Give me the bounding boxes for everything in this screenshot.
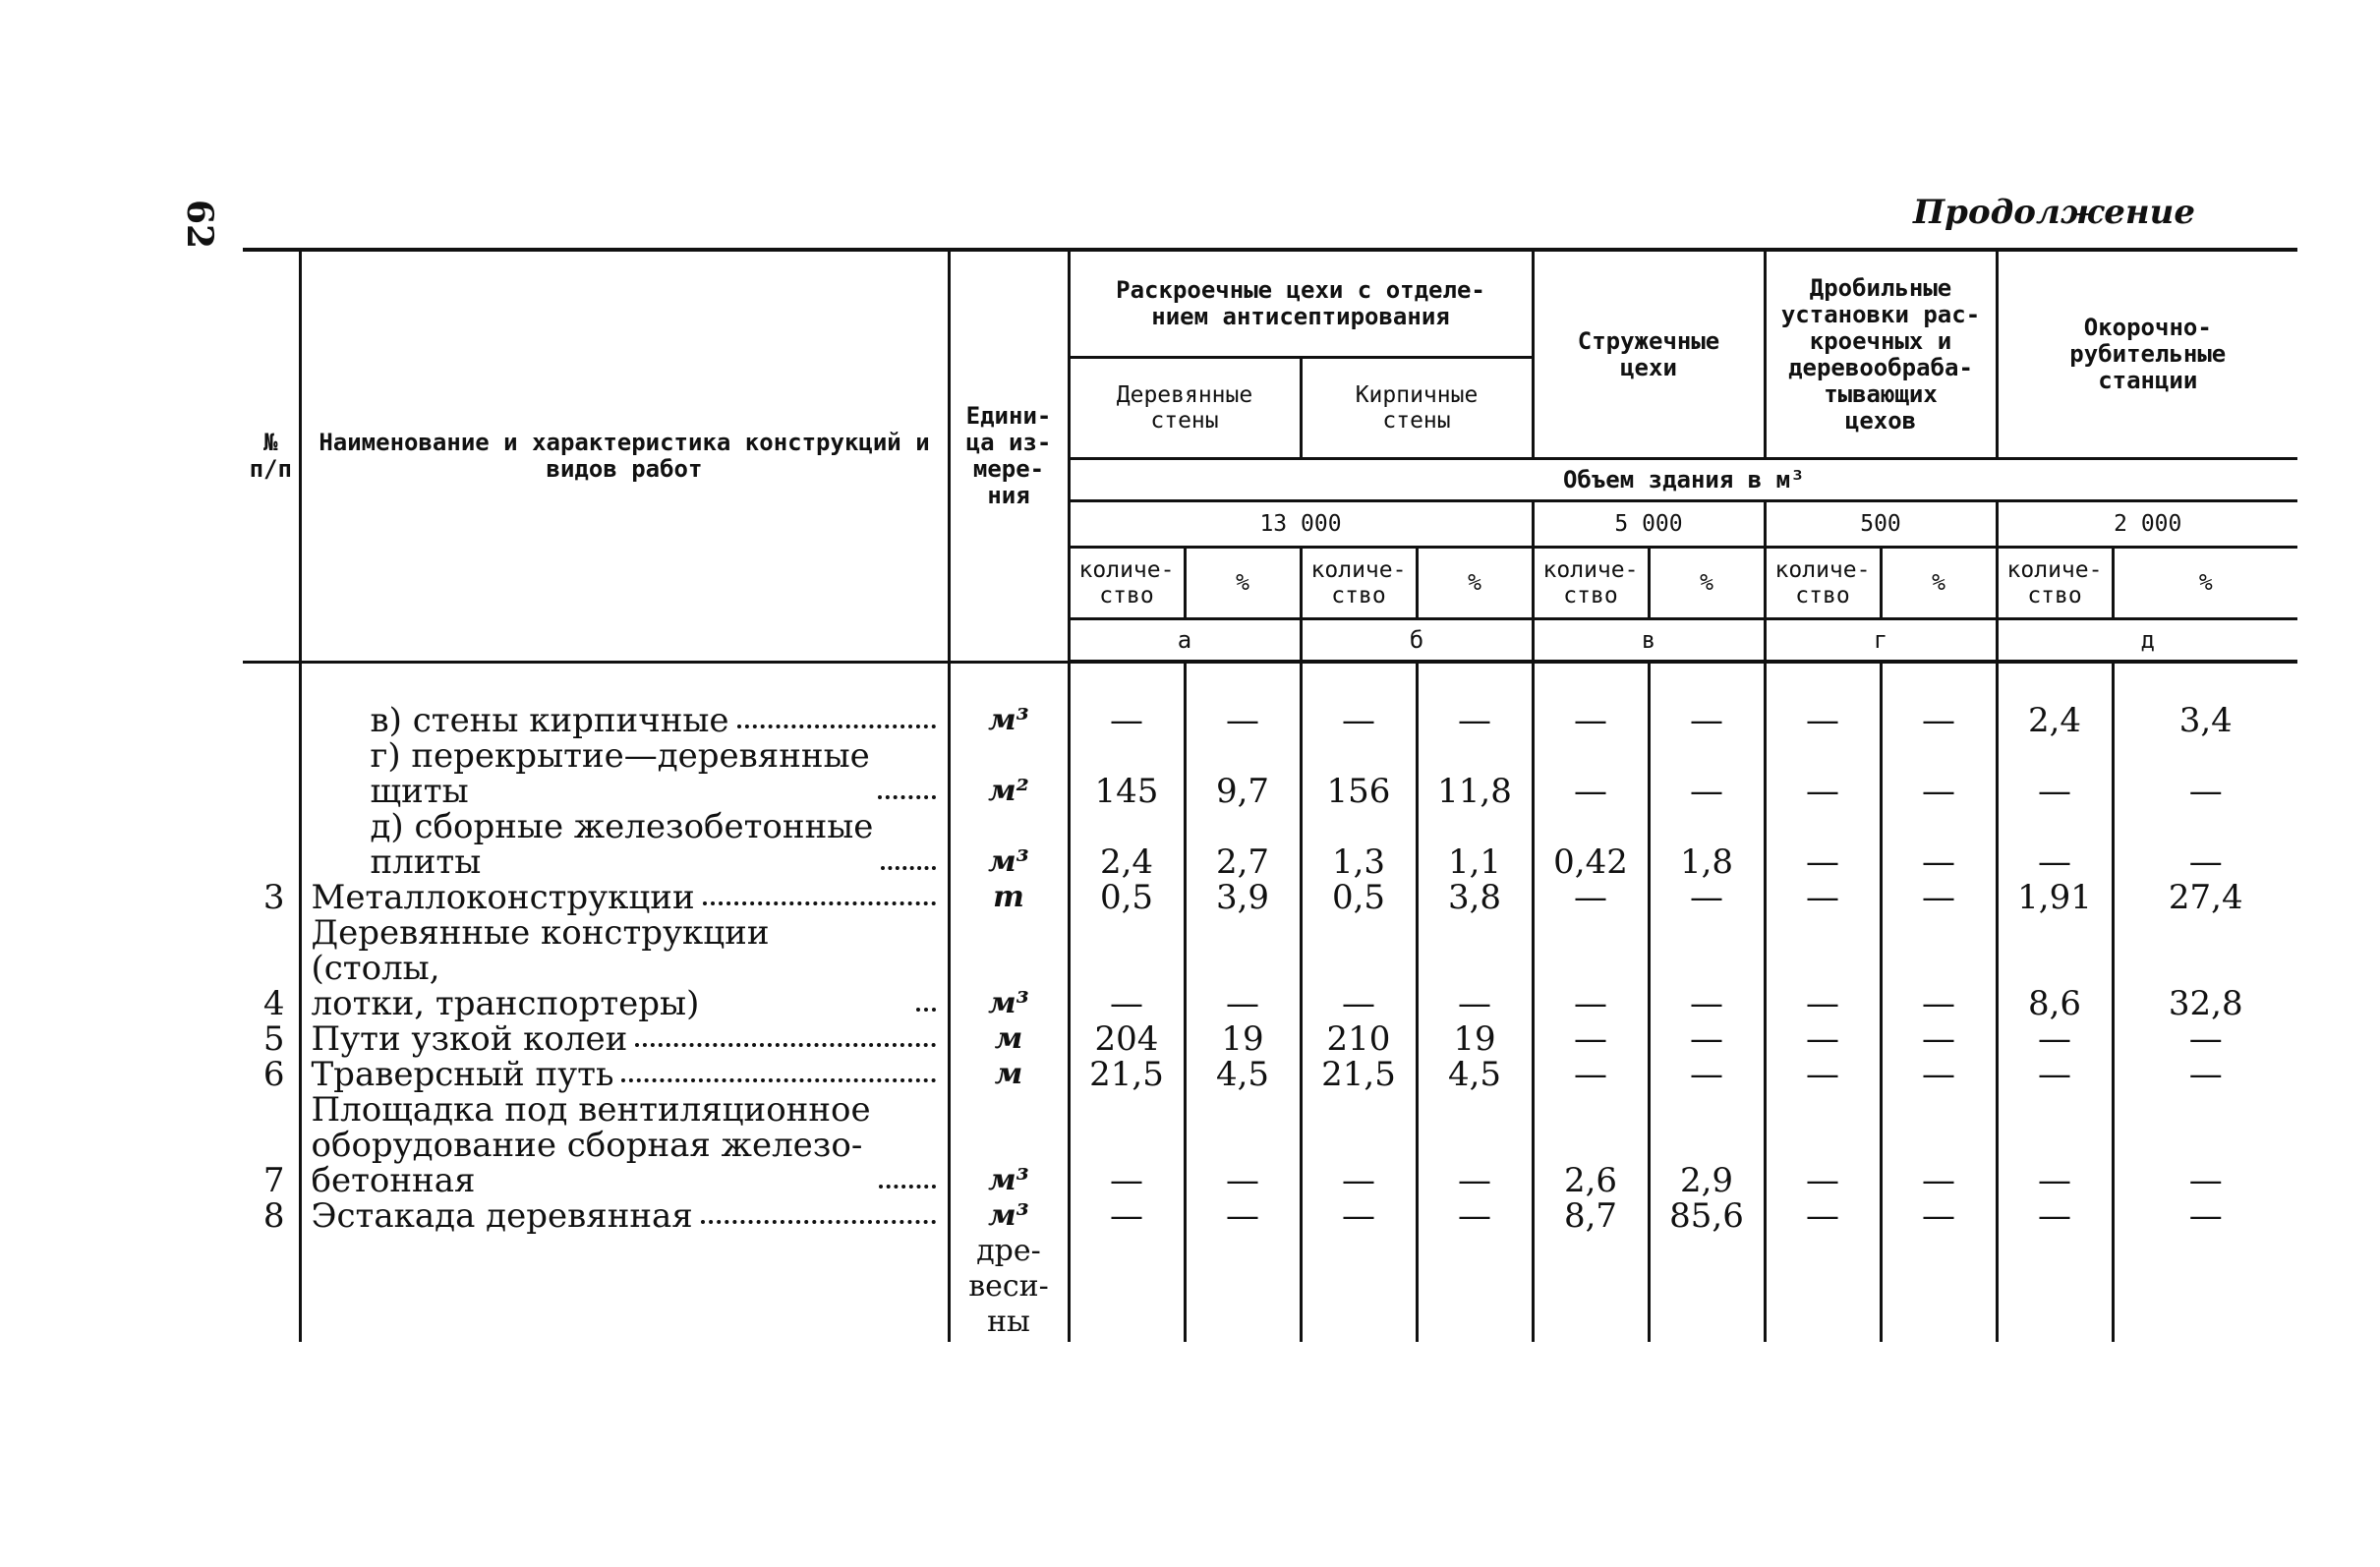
row-name: г) перекрытие—деревянные щиты [370, 736, 870, 811]
percent-cell: 3,8 [1417, 880, 1533, 915]
spacer-cell [300, 662, 949, 703]
spacer-cell [1301, 662, 1417, 703]
quantity-cell: 156 [1301, 738, 1417, 809]
row-number [243, 703, 300, 738]
col-name-header: Наименование и характеристика конструкций и видов работ [300, 250, 949, 662]
percent-cell: — [1881, 1021, 1997, 1057]
percent-cell: — [1649, 703, 1765, 738]
row-name: Деревянные конструкции (столы, лотки, транспортеры) [311, 913, 770, 1023]
percent-cell: — [1417, 703, 1533, 738]
percent-cell: 4,5 [1185, 1057, 1301, 1092]
dot-leader [881, 866, 935, 870]
quantity-cell: — [1997, 1092, 2113, 1198]
percent-cell: 19 [1417, 1021, 1533, 1057]
spacer-cell [1185, 662, 1301, 703]
spacer-cell [243, 1234, 300, 1342]
quantity-cell: 21,5 [1301, 1057, 1417, 1092]
quantity-cell: — [1765, 809, 1881, 880]
spacer-row [243, 1234, 2297, 1342]
row-unit: м³ [988, 703, 1029, 737]
percent-cell: — [2113, 1057, 2297, 1092]
percent-cell: — [1881, 1092, 1997, 1198]
column-letter: г [1765, 619, 1997, 663]
quantity-cell: — [1765, 1057, 1881, 1092]
quantity-cell: — [1765, 1198, 1881, 1234]
row-number: 3 [262, 878, 285, 917]
percent-cell: 32,8 [2113, 915, 2297, 1021]
table-row [243, 809, 2297, 880]
row-name-cell [300, 1198, 949, 1234]
percent-cell: 3,9 [1185, 880, 1301, 915]
percent-cell: 27,4 [2113, 880, 2297, 915]
row-unit-cell [949, 738, 1069, 809]
percent-cell: — [1881, 1198, 1997, 1234]
quantity-cell: 2,4 [1997, 703, 2113, 738]
quantity-cell: 210 [1301, 1021, 1417, 1057]
column-letter: в [1533, 619, 1765, 663]
row-unit: м [994, 1021, 1023, 1056]
row-name: Пути узкой колеи [311, 1019, 628, 1059]
percent-cell: — [1649, 738, 1765, 809]
row-number [243, 809, 300, 880]
row-number: 6 [262, 1055, 285, 1094]
percent-cell: — [1417, 1092, 1533, 1198]
spacer-cell [243, 662, 300, 703]
percent-cell: — [1649, 1057, 1765, 1092]
percent-cell: 4,5 [1417, 1057, 1533, 1092]
pct-header: % [2113, 548, 2297, 619]
row-unit-cell [949, 915, 1069, 1021]
quantity-cell: — [1533, 880, 1649, 915]
percent-cell: — [2113, 738, 2297, 809]
row-name-cell [300, 809, 949, 880]
spacer-cell [1649, 1234, 1765, 1342]
percent-cell: — [1881, 915, 1997, 1021]
quantity-cell: — [1533, 738, 1649, 809]
percent-cell: 19 [1185, 1021, 1301, 1057]
pct-header: % [1417, 548, 1533, 619]
percent-cell: — [1649, 915, 1765, 1021]
percent-cell: — [2113, 1092, 2297, 1198]
quantity-cell: — [1069, 1092, 1185, 1198]
row-name-cell [300, 1021, 949, 1057]
row-unit: м³ [988, 986, 1029, 1020]
sub-brick-walls: Кирпичные стены [1301, 358, 1533, 459]
percent-cell: — [1881, 703, 1997, 738]
volume-value: 5 000 [1533, 501, 1765, 548]
percent-cell: — [1881, 1057, 1997, 1092]
quantity-cell: — [1069, 703, 1185, 738]
quantity-cell: 1,91 [1997, 880, 2113, 915]
row-name-wrapper [312, 880, 940, 915]
percent-cell: — [1185, 1092, 1301, 1198]
sub-wood-walls: Деревянные стены [1069, 358, 1301, 459]
spacer-cell [2113, 1234, 2297, 1342]
percent-cell: 3,4 [2113, 703, 2297, 738]
quantity-cell: — [1997, 1057, 2113, 1092]
percent-cell: — [2113, 809, 2297, 880]
spacer-cell [1069, 662, 1185, 703]
volume-value: 13 000 [1069, 501, 1533, 548]
row-unit-cell [949, 1092, 1069, 1198]
row-number: 4 [262, 984, 285, 1023]
percent-cell: — [1649, 880, 1765, 915]
quantity-cell: — [1533, 915, 1649, 1021]
percent-cell: — [1649, 1021, 1765, 1057]
table-row [243, 703, 2297, 738]
quantity-cell: 21,5 [1069, 1057, 1185, 1092]
percent-cell: 11,8 [1417, 738, 1533, 809]
percent-cell: 1,1 [1417, 809, 1533, 880]
column-letter: д [1997, 619, 2297, 663]
quantity-cell: — [1533, 703, 1649, 738]
quantity-cell: — [1533, 1057, 1649, 1092]
row-name-cell [300, 880, 949, 915]
table-row [243, 1057, 2297, 1092]
qty-header: количе- ство [1533, 548, 1649, 619]
spacer-cell [1417, 662, 1533, 703]
percent-cell: — [2113, 1021, 2297, 1057]
percent-cell: — [1881, 880, 1997, 915]
spacer-cell [1997, 662, 2113, 703]
dot-leader [737, 725, 936, 728]
col-number-header: № п/п [243, 250, 300, 662]
row-name-wrapper [312, 915, 940, 1021]
group-debarking-header: Окорочно- рубительные станции [1997, 250, 2297, 459]
quantity-cell: — [1765, 1092, 1881, 1198]
quantity-cell: 204 [1069, 1021, 1185, 1057]
row-name-wrapper [312, 738, 940, 809]
quantity-cell: 0,5 [1301, 880, 1417, 915]
quantity-cell: — [1765, 738, 1881, 809]
spacer-cell [300, 1234, 949, 1342]
pct-header: % [1649, 548, 1765, 619]
quantity-cell: 1,3 [1301, 809, 1417, 880]
row-number: 8 [262, 1196, 285, 1236]
quantity-cell: — [1301, 1198, 1417, 1234]
col-unit-header: Едини- ца из- мере- ния [949, 250, 1069, 662]
materials-table [243, 248, 2243, 1342]
spacer-cell [1881, 1234, 1997, 1342]
row-unit-cell [949, 1057, 1069, 1092]
row-unit-cell [949, 1198, 1069, 1234]
percent-cell: — [1417, 1198, 1533, 1234]
spacer-row [243, 662, 2297, 703]
quantity-cell: 0,42 [1533, 809, 1649, 880]
quantity-cell: — [1069, 915, 1185, 1021]
table-body [243, 662, 2297, 1342]
row-name: Траверсный путь [311, 1055, 614, 1094]
spacer-cell [1301, 1234, 1417, 1342]
spacer-cell [949, 1234, 1069, 1342]
spacer-cell [1069, 1234, 1185, 1342]
percent-cell: 9,7 [1185, 738, 1301, 809]
table-row [243, 1021, 2297, 1057]
row-unit: м [994, 1057, 1023, 1091]
spacer-cell [1185, 1234, 1301, 1342]
row-unit: м² [988, 774, 1029, 808]
quantity-cell: 2,6 [1533, 1092, 1649, 1198]
row-name: Площадка под вентиляционное оборудование сборная железо- бетонная [311, 1090, 871, 1200]
quantity-cell: — [1069, 1198, 1185, 1234]
quantity-cell: — [1301, 703, 1417, 738]
row-unit: м³ [988, 1198, 1029, 1233]
table-row [243, 1092, 2297, 1198]
row-unit: т [993, 880, 1024, 914]
quantity-cell: — [1765, 703, 1881, 738]
continuation-label: Продолжение [1913, 193, 2195, 232]
row-name-cell [300, 703, 949, 738]
table-row [243, 880, 2297, 915]
qty-header: количе- ство [1069, 548, 1185, 619]
row-unit: м³ [988, 844, 1029, 879]
row-number: 5 [262, 1019, 285, 1059]
spacer-cell [1765, 1234, 1881, 1342]
spacer-cell [1533, 1234, 1649, 1342]
spacer-cell [949, 662, 1069, 703]
spacer-cell [1649, 662, 1765, 703]
dot-leader [621, 1078, 935, 1082]
volume-label: Объем здания в м³ [1069, 459, 2297, 501]
row-name: Эстакада деревянная [311, 1196, 693, 1236]
pct-header: % [1881, 548, 1997, 619]
percent-cell: — [1417, 915, 1533, 1021]
qty-header: количе- ство [1765, 548, 1881, 619]
row-unit-cell [949, 703, 1069, 738]
group-cutting-header: Раскроечные цехи с отделе- нием антисептирования [1069, 250, 1533, 358]
quantity-cell: — [1997, 1021, 2113, 1057]
row-name-cell [300, 738, 949, 809]
qty-header: количе- ство [1997, 548, 2113, 619]
page-number: 62 [179, 200, 220, 250]
spacer-cell [1533, 662, 1649, 703]
table-row [243, 1198, 2297, 1234]
row-unit-extra: дре- веси- ны [968, 1234, 1049, 1339]
percent-cell: — [1881, 809, 1997, 880]
group-crushing-header: Дробильные установки рас- кроечных и деревообраба- тывающих цехов [1765, 250, 1997, 459]
quantity-cell: — [1301, 915, 1417, 1021]
dot-leader [916, 1008, 936, 1012]
percent-cell: — [1185, 915, 1301, 1021]
quantity-cell: — [1533, 1021, 1649, 1057]
quantity-cell: 2,4 [1069, 809, 1185, 880]
row-name: д) сборные железобетонные плиты [370, 807, 874, 882]
dot-leader [703, 901, 936, 905]
row-unit: м³ [988, 1163, 1029, 1197]
row-name-cell [300, 1092, 949, 1198]
row-number [243, 738, 300, 809]
volume-value: 500 [1765, 501, 1997, 548]
percent-cell: — [1185, 1198, 1301, 1234]
group-shavings-header: Стружечные цехи [1533, 250, 1765, 459]
spacer-cell [1417, 1234, 1533, 1342]
dot-leader [878, 795, 936, 799]
row-name-wrapper [312, 1021, 940, 1057]
row-name-cell [300, 1057, 949, 1092]
dot-leader [879, 1185, 936, 1189]
quantity-cell: 145 [1069, 738, 1185, 809]
row-unit-cell [949, 1021, 1069, 1057]
dot-leader [701, 1220, 936, 1224]
row-number: 7 [262, 1161, 285, 1200]
row-name: Металлоконструкции [311, 878, 695, 917]
row-name-wrapper [312, 1092, 940, 1198]
row-unit-cell [949, 809, 1069, 880]
quantity-cell: — [1997, 738, 2113, 809]
row-unit-cell [949, 880, 1069, 915]
percent-cell: — [1881, 738, 1997, 809]
table-row [243, 915, 2297, 1021]
quantity-cell: — [1997, 809, 2113, 880]
row-name-wrapper [312, 1057, 940, 1092]
row-name: в) стены кирпичные [370, 701, 729, 740]
row-name-wrapper [312, 703, 940, 738]
table-row [243, 738, 2297, 809]
percent-cell: 2,9 [1649, 1092, 1765, 1198]
spacer-cell [1997, 1234, 2113, 1342]
row-name-wrapper [312, 1198, 940, 1234]
quantity-cell: — [1301, 1092, 1417, 1198]
column-letter: б [1301, 619, 1533, 663]
percent-cell: — [1185, 703, 1301, 738]
spacer-cell [2113, 662, 2297, 703]
column-letter: а [1069, 619, 1301, 663]
pct-header: % [1185, 548, 1301, 619]
spacer-cell [1765, 662, 1881, 703]
quantity-cell: — [1765, 880, 1881, 915]
percent-cell: 85,6 [1649, 1198, 1765, 1234]
dot-leader [635, 1043, 935, 1047]
quantity-cell: 8,6 [1997, 915, 2113, 1021]
quantity-cell: — [1765, 1021, 1881, 1057]
quantity-cell: 0,5 [1069, 880, 1185, 915]
quantity-cell: — [1765, 915, 1881, 1021]
quantity-cell: 8,7 [1533, 1198, 1649, 1234]
percent-cell: 1,8 [1649, 809, 1765, 880]
percent-cell: 2,7 [1185, 809, 1301, 880]
spacer-cell [1881, 662, 1997, 703]
qty-header: количе- ство [1301, 548, 1417, 619]
volume-value: 2 000 [1997, 501, 2297, 548]
percent-cell: — [2113, 1198, 2297, 1234]
quantity-cell: — [1997, 1198, 2113, 1234]
row-name-wrapper [312, 809, 940, 880]
row-name-cell [300, 915, 949, 1021]
